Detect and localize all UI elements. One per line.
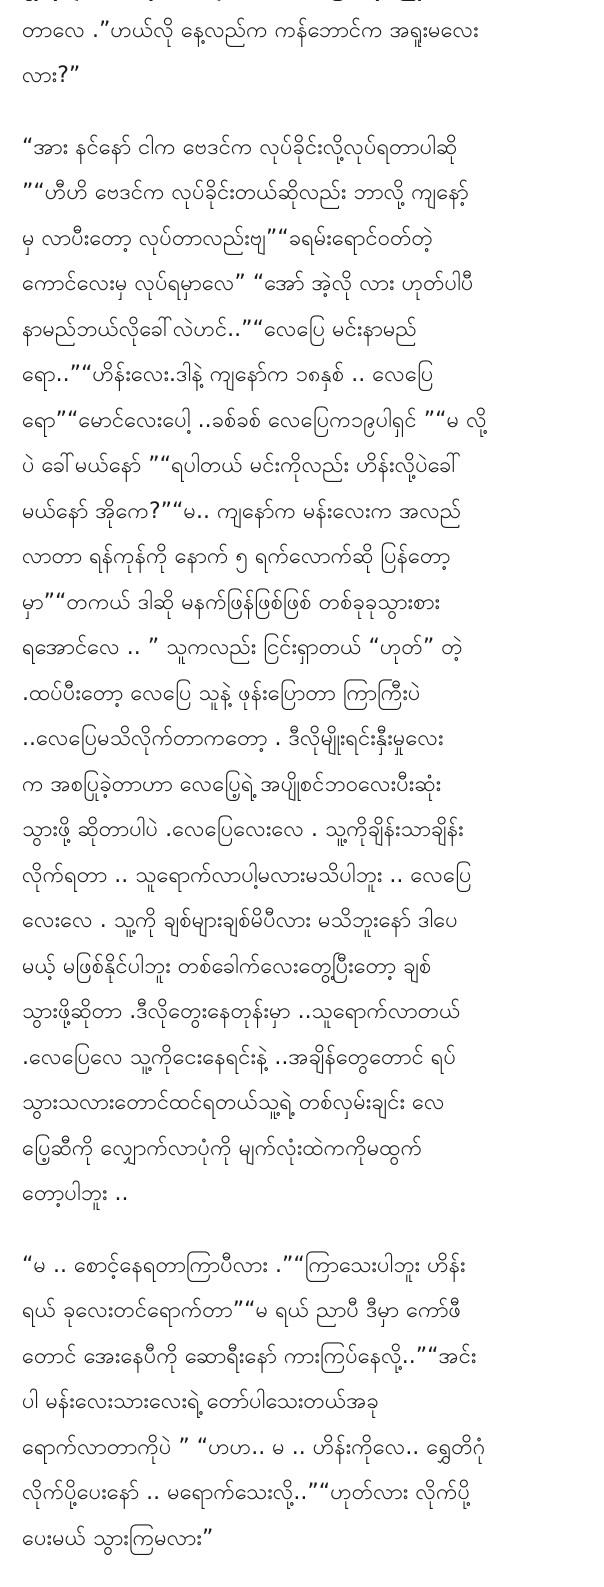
text-line: ပဲ ခေါ်မယ်နော် ”“ရပါတယ် မင်းကိုလည်း ဟိန်းလို့ပဲခေါ် (22, 453, 462, 478)
paragraph-3 (22, 1243, 582, 1562)
text-line (22, 0, 582, 8)
text-line: နာမည်ဘယ်လိုခေါ်လဲဟင်..”“လေပြေ မင်းနာမည် (22, 316, 417, 342)
text-line: သွားသလားတောင်ထင်ရတယ်သူ့ရဲ့ တစ်လှမ်းချင်း လေ (22, 1090, 445, 1115)
text-line: .ထပ်ပီးတော့ လေပြေ သူနဲ့ ဖုန်းပြောတာ ကြာကြီးပဲ (22, 680, 421, 706)
text-line: လိုက်ရတာ .. သူရောက်လာပါ့မလားမသိပါဘူး .. လေပြေ (22, 862, 472, 888)
paragraph-2 (22, 125, 582, 1217)
text-line: .လေပြေလေ သူ့ကိုငေးနေရင်းနဲ့ ..အချိန်တွေတောင် ရပ် (22, 1044, 456, 1070)
text-line: ရအောင်လေ .. ” သူကလည်း ငြင်းရှာတယ် “ဟုတ်” တဲ့ (22, 635, 463, 660)
text-line: ရောက်လာတာကိုပဲ ” “ဟဟ.. မ .. ဟိန်းကိုလေ.. ရွှေတိဂုံ (22, 1434, 486, 1460)
text-line: သွားဖို့ဆိုတာ .ဒီလိုတွေးနေတုန်းမှာ ..သူရောက်လာတယ် (22, 999, 461, 1024)
text-line: မယ်နော် အိုကေ?”“မ.. ကျနော်က မန်းလေးက အလည် (22, 498, 462, 524)
text-line: မှ လာပီးတော့ လုပ်တာလည်းဗျ”“ခရမ်းရောင်ဝတ်တဲ့ (22, 225, 433, 251)
text-line: ရယ် ခုလေးတင်ရောက်တာ”“မ ရယ် ညာပီ ဒီမှာ ကော်ဖီ (22, 1298, 462, 1323)
text-line: ..လေပြေမသိလိုက်တာကတော့ . ဒီလိုမျိုးရင်းနှီးမှုလေး (22, 726, 444, 751)
text-line: “အား နင်နော် ငါက ဗေဒင်က လုပ်ခိုင်းလို့လုပ်ရတာပါဆို (22, 134, 458, 160)
text-line: လား?” (22, 63, 81, 88)
text-line: လိုက်ပို့ပေးနော် .. မရောက်သေးလို့..”“ဟုတ်လား လိုက်ပို့ (22, 1480, 471, 1505)
text-line: ကောင်လေးမှ လုပ်ရမှာလေ” “အော် အဲ့လို လား ဟုတ်ပါပီ (22, 271, 474, 296)
text-line: လာတာ ရန်ကုန်ကို နောက် ၅ ရက်လောက်ဆို ပြန်တော့ (22, 544, 451, 569)
text-line: မယ့် မဖြစ်နိုင်ပါဘူး တစ်ခေါက်လေးတွေ့ပြီးတော့ ချစ် (22, 953, 432, 979)
text-line: ပါ မန်းလေးသားလေးရဲ့ တော်ပါသေးတယ်အခု (22, 1389, 379, 1414)
text-line: ”“ဟီဟိ ဗေဒင်က လုပ်ခိုင်းတယ်ဆိုလည်း ဘာလို့ ကျနော့် (22, 180, 469, 205)
text-line: တောင် အေးနေပီကို ဆောရီးနော် ကားကြပ်နေလို့..”“အင်း (22, 1343, 477, 1369)
text-line: ပေးမယ် သွားကြမလား” (22, 1525, 214, 1551)
text-line: သွားဖို့ ဆိုတာပါပဲ .လေပြေလေးလေ . သူ့ကိုချိန်းသာချိန်း (22, 817, 464, 842)
text-line: ရော”“မောင်လေးပေါ့ ..ခစ်ခစ် လေပြေက၁၉ပါရှင် ”“မ လို့ (22, 407, 487, 433)
paragraph-1 (22, 0, 582, 99)
text-line: “မ .. စောင့်နေရတာကြာပီလား .”“ကြာသေးပါဘူး ဟိန်း (22, 1252, 466, 1278)
text-line: တာလေ .”ဟယ်လို နေ့လည်က ကန်ဘောင်က အရူးမလေး (22, 17, 479, 43)
text-line: တော့ပါဘူး .. (22, 1181, 129, 1206)
text-line: က အစပြုခဲ့တာဟာ လေပြေ့ရဲ့ အပျိုစင်ဘဝလေးပီးဆုံး (22, 771, 442, 797)
text-line: မှာ”“တကယ် ဒါဆို မနက်ဖြန်ဖြစ်ဖြစ် တစ်ခုခုသွားစား (22, 589, 441, 615)
text-line: ပြေ့ဆီကို လျှောက်လာပုံကို မျက်လုံးထဲကကိုမထွက် (22, 1135, 423, 1161)
text-line: ရော..”“ဟိန်းလေး.ဒါနဲ့ ကျနော်က ၁၈နှစ် .. လေပြေ (22, 362, 434, 387)
text-line: လေးလေ . သူ့ကို ချစ်များချစ်မိပီလား မသိဘူးနော် ဒါပေ (22, 908, 458, 933)
